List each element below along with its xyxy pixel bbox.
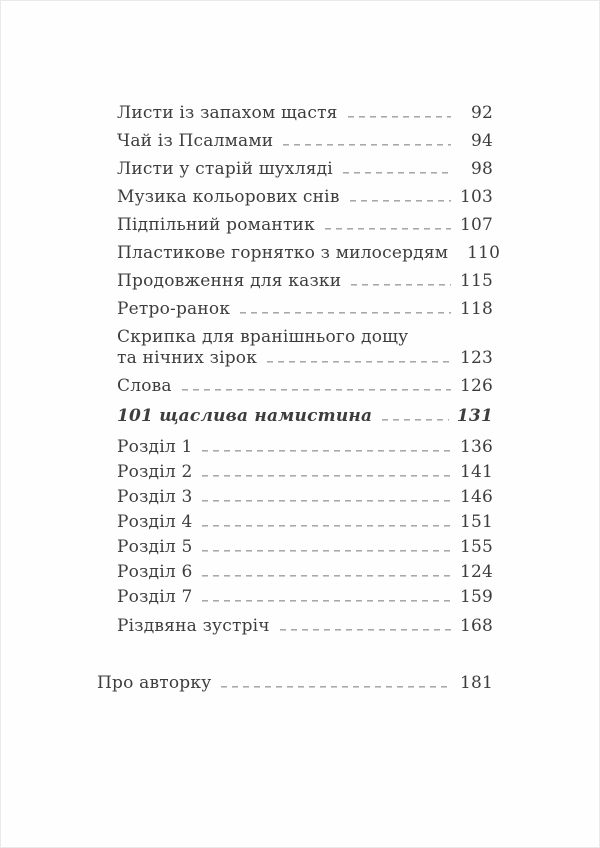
toc-line [117, 487, 493, 508]
toc-group-chapters [97, 437, 493, 637]
toc-entry [117, 187, 493, 208]
toc-entry-title: Продовження для казки [117, 271, 342, 291]
toc-group-namystyna [97, 406, 493, 427]
toc-entry-title: Музика кольорових снів [117, 187, 340, 207]
dotted-leader [382, 419, 449, 421]
toc-entry [117, 562, 493, 583]
toc-line [117, 327, 493, 348]
toc-entry [117, 243, 501, 264]
toc-line [117, 131, 493, 152]
toc-entry [117, 616, 493, 637]
toc-entry [117, 512, 493, 533]
dotted-leader [182, 389, 451, 391]
dotted-leader [202, 550, 451, 552]
toc-line [117, 406, 493, 427]
toc-entry-page: 136 [459, 437, 493, 457]
toc-line [117, 537, 493, 558]
dotted-leader [221, 686, 451, 688]
toc-entry [117, 406, 493, 427]
toc-line [117, 616, 493, 637]
toc-entry-title: Листи із запахом щастя [117, 103, 338, 123]
toc-entry [117, 487, 493, 508]
toc-entry-title: Підпільний романтик [117, 215, 315, 235]
toc-entry-page: 146 [459, 487, 493, 507]
toc-line [117, 512, 493, 533]
toc-line [117, 103, 493, 124]
toc-entry [117, 462, 493, 483]
toc-entry [117, 215, 493, 236]
toc-entry [117, 327, 493, 369]
toc-entry-title: 101 щаслива намистина [117, 406, 373, 426]
toc-entry-page: 124 [459, 562, 493, 582]
toc-line [117, 299, 493, 320]
toc-group-stories [97, 103, 501, 397]
toc-line [97, 673, 493, 694]
dotted-leader [280, 629, 451, 631]
toc-line [117, 187, 493, 208]
toc-line [117, 243, 501, 264]
toc-entry-page: 126 [459, 376, 493, 396]
toc-entry-page: 168 [459, 616, 493, 636]
toc-entry-page: 92 [470, 103, 493, 123]
toc-entry-title: Чай із Псалмами [117, 131, 274, 151]
dotted-leader [202, 525, 451, 527]
toc-entry-title: Різдвяна зустріч [117, 616, 270, 636]
toc-entry-page: 103 [459, 187, 493, 207]
dotted-leader [202, 475, 451, 477]
toc-entry-page: 155 [459, 537, 493, 557]
toc-line [117, 271, 493, 292]
dotted-leader [283, 144, 451, 146]
dotted-leader [202, 600, 451, 602]
dotted-leader [351, 284, 451, 286]
toc-entry [117, 131, 493, 152]
toc-entry-page: 94 [470, 131, 493, 151]
toc-entry-title: Розділ 2 [117, 462, 193, 482]
dotted-leader [202, 575, 451, 577]
dotted-leader [343, 172, 451, 174]
toc-entry-title: Ретро-ранок [117, 299, 231, 319]
toc-entry-title: Про авторку [97, 673, 212, 693]
toc-entry-title: Розділ 1 [117, 437, 193, 457]
toc-entry [117, 103, 493, 124]
toc-entry [117, 271, 493, 292]
toc-line [117, 159, 493, 180]
toc-entry [97, 673, 493, 694]
toc-entry-page: 98 [470, 159, 493, 179]
dotted-leader [267, 361, 451, 363]
toc-entry-page: 110 [467, 243, 501, 263]
toc-entry-page: 181 [459, 673, 493, 693]
dotted-leader [325, 228, 451, 230]
dotted-leader [348, 116, 451, 118]
toc-entry-title: Розділ 5 [117, 537, 193, 557]
toc-line [117, 587, 493, 608]
toc-entry-title: Скрипка для вранішнього дощу [117, 327, 409, 347]
toc-entry-title: Листи у старій шухляді [117, 159, 333, 179]
toc-entry-title: Розділ 6 [117, 562, 193, 582]
toc-entry [117, 437, 493, 458]
toc-entry-page: 151 [459, 512, 493, 532]
toc-entry [117, 159, 493, 180]
toc-entry-title: Пластикове горнятко з милосердям [117, 243, 449, 263]
toc-line [117, 437, 493, 458]
toc-entry-title: Слова [117, 376, 172, 396]
toc-line [117, 376, 493, 397]
toc-entry-page: 107 [459, 215, 493, 235]
dotted-leader [202, 500, 451, 502]
toc-entry-title: Розділ 3 [117, 487, 193, 507]
toc-entry-page: 115 [459, 271, 493, 291]
toc-entry-page: 123 [459, 348, 493, 368]
toc-entry-title: Розділ 7 [117, 587, 193, 607]
toc-entry [117, 376, 493, 397]
toc-entry-page: 118 [459, 299, 493, 319]
toc-entry-title: Розділ 4 [117, 512, 193, 532]
toc-entry-page: 159 [459, 587, 493, 607]
toc-entry-page: 141 [459, 462, 493, 482]
toc-entry-page: 131 [456, 406, 493, 426]
toc-line [117, 215, 493, 236]
toc-entry [117, 587, 493, 608]
toc-entry [117, 299, 493, 320]
toc-entry-title: та нічних зірок [117, 348, 258, 368]
toc-line [117, 348, 493, 369]
dotted-leader [350, 200, 451, 202]
toc-line [117, 562, 493, 583]
toc-entry [117, 537, 493, 558]
toc-group-about [97, 673, 493, 694]
dotted-leader [240, 312, 451, 314]
dotted-leader [202, 450, 451, 452]
table-of-contents [97, 103, 501, 694]
toc-line [117, 462, 493, 483]
